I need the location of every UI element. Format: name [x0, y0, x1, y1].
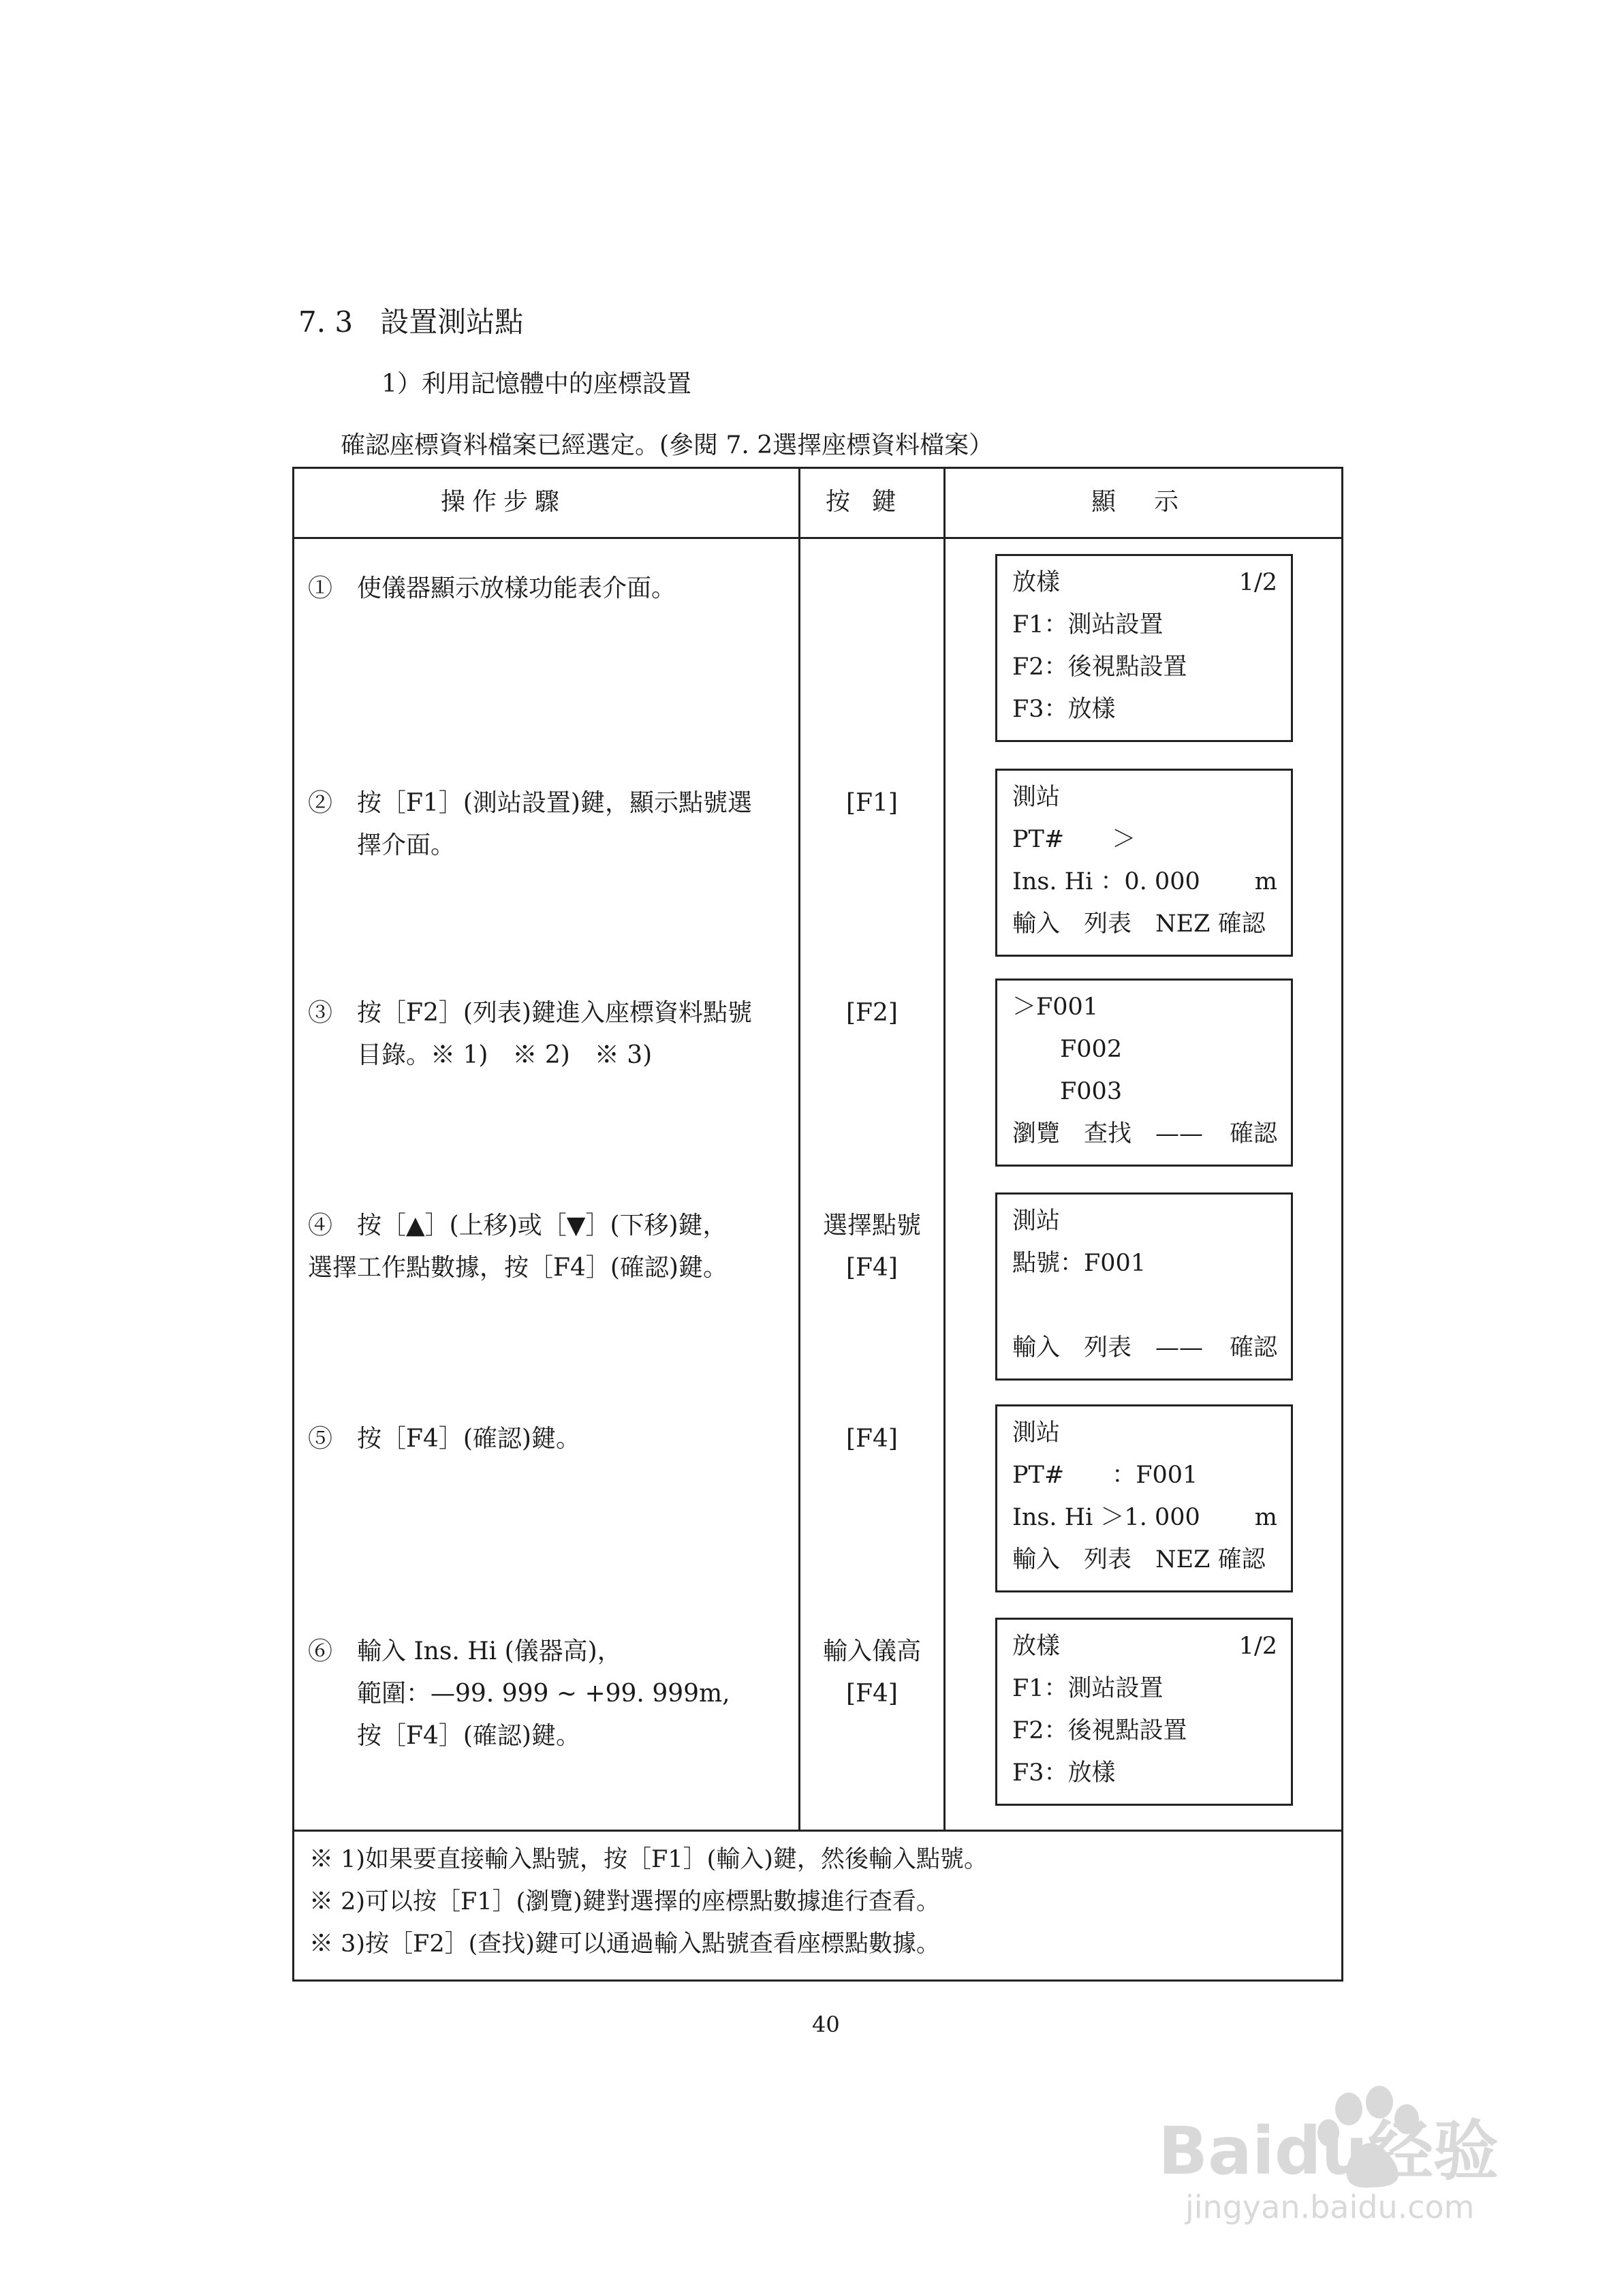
screen-line [1012, 1200, 1281, 1242]
screen-text: 測站 [1012, 1207, 1061, 1235]
screen-line [1012, 646, 1281, 688]
screen-right-text: 1/2 [1238, 569, 1277, 596]
column-divider [798, 469, 800, 1830]
screen-right-text: m [1254, 868, 1277, 895]
note-1: ※ 1)如果要直接輸入點號，按［F1］(輸入)鍵，然後輸入點號。 [309, 1846, 988, 1873]
display-screen [995, 554, 1293, 742]
watermark-url: jingyan.baidu.com [1185, 2189, 1475, 2225]
step-line: ② 按［F1］(測站設置)鍵，顯示點號選 [308, 789, 752, 817]
header-display: 顯 示 [1091, 488, 1186, 516]
step-text [308, 782, 752, 867]
screen-line [1012, 818, 1281, 861]
screen-text: F3：放樣 [1012, 1759, 1116, 1787]
screen-text: 放樣 [1012, 569, 1061, 596]
step-line: ③ 按［F2］(列表)鍵進入座標資料點號 [308, 999, 752, 1027]
display-screen [995, 769, 1293, 957]
screen-line [1012, 1071, 1281, 1113]
step-text [308, 1631, 730, 1757]
display-screen [995, 1192, 1293, 1381]
key-line: [F2] [846, 999, 898, 1027]
header-divider [294, 537, 1341, 539]
step-line: 擇介面。 [308, 831, 456, 859]
screen-text: F2：後視點設置 [1012, 1717, 1187, 1744]
screen-line [1012, 1028, 1281, 1071]
step-line: 選擇工作點數據，按［F4］(確認)鍵。 [308, 1254, 728, 1282]
screen-line [1012, 1539, 1281, 1581]
screen-line [1012, 604, 1281, 646]
screen-text: F002 [1012, 1036, 1123, 1063]
screen-text: Ins. Hi ：0. 000 [1012, 868, 1200, 895]
screen-text: F3：放樣 [1012, 696, 1116, 723]
display-screen [995, 1618, 1293, 1806]
screen-line [1012, 903, 1281, 945]
step-text [308, 1418, 580, 1460]
step-line: ⑥ 輸入 Ins. Hi (儀器高)， [308, 1637, 622, 1665]
key-line: [F4] [846, 1680, 898, 1708]
screen-line [1012, 1710, 1281, 1752]
screen-right-text: 確認 [1229, 1334, 1277, 1361]
header-keys: 按 鍵 [826, 488, 903, 516]
note-3: ※ 3)按［F2］(查找)鍵可以通過輸入點號查看座標點數據。 [309, 1930, 940, 1958]
column-divider [943, 469, 946, 1830]
screen-line [1012, 776, 1281, 818]
key-label [800, 1205, 943, 1289]
procedure-table [292, 467, 1343, 1982]
screen-line [1012, 688, 1281, 730]
screen-text: F1：測站設置 [1012, 1675, 1164, 1702]
key-line: 選擇點號 [822, 1212, 921, 1239]
screen-line [1012, 1412, 1281, 1454]
step-line: 範圍：—99. 999 ~ +99. 999m, [308, 1680, 730, 1708]
step-line: ⑤ 按［F4］(確認)鍵。 [308, 1425, 580, 1453]
screen-line [1012, 1113, 1281, 1155]
step-line: 目錄。※ 1) ※ 2) ※ 3) [308, 1041, 653, 1069]
key-label [800, 1631, 943, 1715]
step-text [308, 568, 676, 610]
screen-line [1012, 1752, 1281, 1794]
screen-line [1012, 1667, 1281, 1710]
note-2: ※ 2)可以按［F1］(瀏覽)鍵對選擇的座標點數據進行查看。 [309, 1888, 940, 1915]
step-line: ① 使儀器顯示放樣功能表介面。 [308, 574, 676, 602]
screen-text: 放樣 [1012, 1633, 1061, 1660]
screen-right-text: 確認 [1229, 1120, 1277, 1148]
screen-line [1012, 561, 1281, 604]
screen-line [1012, 1242, 1281, 1284]
screen-line [1012, 861, 1281, 903]
key-line: [F4] [846, 1254, 898, 1282]
screen-text: 點號：F001 [1012, 1250, 1146, 1277]
screen-text: 測站 [1012, 784, 1061, 811]
subtitle: 1）利用記憶體中的座標設置 [381, 370, 691, 398]
watermark-brand: Baidu经验 [1158, 2113, 1499, 2189]
screen-line [1012, 1496, 1281, 1539]
screen-right-text: m [1254, 1504, 1277, 1531]
display-screen [995, 979, 1293, 1167]
section-title: 設置測站點 [380, 305, 524, 339]
screen-line [1012, 1327, 1281, 1369]
step-line: 按［F4］(確認)鍵。 [308, 1722, 580, 1750]
screen-right-text: 1/2 [1238, 1633, 1277, 1660]
screen-text: F1：測站設置 [1012, 611, 1164, 638]
step-line: ④ 按［▲］(上移)或［▼］(下移)鍵， [308, 1212, 728, 1239]
screen-text: 瀏覽 查找 —— [1012, 1120, 1204, 1148]
key-line: [F1] [846, 789, 898, 817]
screen-line [1012, 1625, 1281, 1667]
section-number: 7. 3 [298, 305, 354, 339]
step-text [308, 1205, 728, 1289]
notes-divider [294, 1830, 1341, 1832]
section-heading [298, 300, 523, 341]
screen-text: Ins. Hi ＞1. 000 [1012, 1504, 1200, 1531]
screen-line [1012, 986, 1281, 1028]
screen-text: ＞F001 [1012, 994, 1099, 1021]
display-screen [995, 1404, 1293, 1592]
screen-text: 輸入 列表 NEZ 確認 [1012, 1546, 1266, 1573]
screen-text: 輸入 列表 —— [1012, 1334, 1204, 1361]
screen-text: 測站 [1012, 1419, 1061, 1447]
baidu-watermark [1144, 2078, 1553, 2228]
screen-text: PT# ＞ [1012, 826, 1136, 853]
screen-text: PT# ：F001 [1012, 1462, 1198, 1489]
header-steps: 操作步驟 [441, 488, 567, 516]
screen-line [1012, 1454, 1281, 1496]
screen-line [1012, 1284, 1281, 1327]
page-number: 40 [812, 2012, 840, 2037]
screen-text: F003 [1012, 1078, 1123, 1105]
key-line: 輸入儀高 [822, 1637, 921, 1665]
screen-text: 輸入 列表 NEZ 確認 [1012, 910, 1266, 938]
key-line: [F4] [846, 1425, 898, 1453]
key-label [800, 1418, 943, 1460]
screen-text: F2：後視點設置 [1012, 653, 1187, 681]
key-label [800, 782, 943, 825]
intro-text: 確認座標資料檔案已經選定。(參閱 7. 2選擇座標資料檔案） [341, 431, 994, 459]
key-label [800, 992, 943, 1034]
step-text [308, 992, 752, 1077]
